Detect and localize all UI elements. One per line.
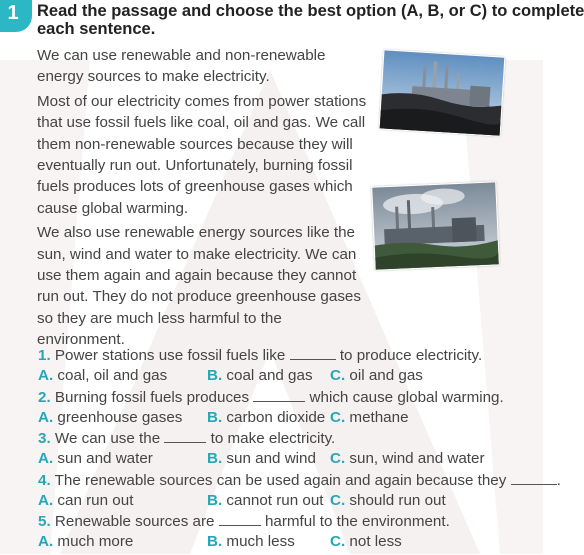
question-text-after: which cause global warming. (309, 388, 504, 406)
option-a[interactable]: A. can run out (38, 491, 134, 509)
question-2 (38, 389, 538, 431)
question-text-before: Renewable sources are (54, 513, 215, 530)
option-b[interactable]: B. sun and wind (207, 450, 316, 467)
question-text-after: . (556, 471, 561, 489)
answer-blank[interactable] (253, 389, 305, 402)
exercise-number-badge (0, 0, 32, 32)
question-text-before: Power stations use fossil fuels like (54, 347, 286, 364)
question-text-after: to make electricity. (210, 430, 336, 447)
passage-paragraph: We also use renewable energy sources like the sun, wind and water to make electricity. We can use them again and again because they cannot run out. They do not produce greenhouse gases so they are much less harmful to the environment. (37, 224, 361, 349)
question-1 (38, 347, 538, 389)
exercise-instruction (37, 2, 584, 38)
question-number: 2. (38, 388, 51, 406)
option-a[interactable]: A. coal, oil and gas (38, 367, 168, 384)
option-c[interactable]: C. not less (330, 533, 402, 550)
question-number: 1. (38, 347, 51, 364)
option-a[interactable]: A. much more (38, 533, 134, 550)
question-number: 3. (38, 430, 51, 447)
question-text-before: We can use the (54, 430, 161, 447)
question-5 (38, 513, 538, 555)
answer-blank[interactable] (511, 472, 557, 485)
question-3 (38, 430, 538, 472)
question-4 (38, 471, 561, 514)
power-station-coal-photo (379, 49, 506, 136)
option-a[interactable]: A. sun and water (38, 450, 153, 467)
question-text-before: Burning fossil fuels produces (54, 388, 250, 406)
answer-blank[interactable] (219, 513, 261, 526)
option-b[interactable]: B. coal and gas (207, 367, 313, 384)
instruction-line-1: Read the passage and choose the best option (A, B, or C) to complete (37, 2, 584, 20)
industrial-plant-photo (371, 181, 500, 270)
instruction-line-2: each sentence. (37, 20, 156, 38)
option-c[interactable]: C. sun, wind and water (330, 450, 485, 467)
option-b[interactable]: B. cannot run out (207, 491, 324, 509)
question-list (38, 347, 561, 555)
question-text-after: harmful to the environment. (264, 513, 450, 530)
passage-paragraph: We can use renewable and non-renewable energy sources to make electricity. (37, 47, 326, 86)
question-number: 4. (38, 471, 51, 489)
passage-paragraph: Most of our electricity comes from power stations that use fossil fuels like coal, oil and gas. We call them non-renewable sources because they will eventually run out. Unfortunately, burning fossil fuels produces lots of greenhouse gases which cause global warming. (37, 92, 367, 217)
option-b[interactable]: B. much less (207, 533, 295, 550)
option-c[interactable]: C. should run out (330, 491, 446, 509)
exercise-number: 1 (7, 2, 19, 24)
option-a[interactable]: A. greenhouse gases (38, 408, 183, 426)
option-c[interactable]: C. oil and gas (330, 367, 423, 384)
question-text-before: The renewable sources can be used again and again because they (54, 471, 507, 489)
option-c[interactable]: C. methane (330, 408, 409, 426)
answer-blank[interactable] (164, 430, 206, 443)
question-text-after: to produce electricity. (339, 347, 483, 364)
reading-passage (37, 45, 367, 354)
option-b[interactable]: B. carbon dioxide (207, 408, 326, 426)
question-number: 5. (38, 513, 51, 530)
answer-blank[interactable] (290, 347, 336, 360)
